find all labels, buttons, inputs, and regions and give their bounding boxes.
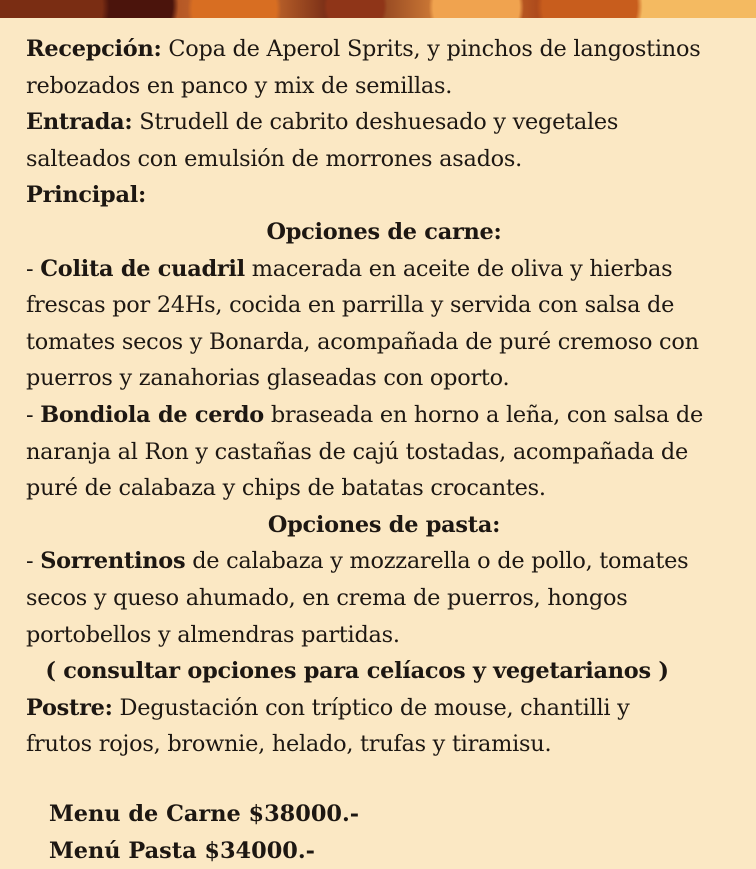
reception-description-1: Copa de Aperol Sprits, y pinchos de langostinos xyxy=(161,36,701,62)
pasta-options-heading: Opciones de pasta: xyxy=(267,511,501,538)
colita-line-1 xyxy=(26,251,742,288)
entrance-line-1 xyxy=(26,104,742,141)
menu-content xyxy=(26,31,742,763)
sorrentinos-description-1: de calabaza y mozzarella o de pollo, tomates xyxy=(185,548,689,575)
meat-options-heading: Opciones de carne: xyxy=(266,218,502,245)
colita-description-1: macerada en aceite de oliva y hierbas xyxy=(244,255,673,282)
sorrentinos-line-2: secos y queso ahumado, en crema de puerros, hongos xyxy=(26,584,628,611)
bondiola-line-2: naranja al Ron y castañas de cajú tostadas, acompañada de xyxy=(26,438,689,465)
decorative-top-banner xyxy=(0,0,756,18)
colita-line-2: frescas por 24Hs, cocida en parrilla y servida con salsa de xyxy=(26,292,675,319)
bondiola-name: Bondiola de cerdo xyxy=(40,401,264,428)
entrance-description-1: Strudell de cabrito deshuesado y vegetales xyxy=(132,109,619,136)
pasta-menu-price: Menú Pasta $34000.- xyxy=(49,837,315,864)
dessert-label: Postre: xyxy=(26,694,113,721)
bondiola-description-1: braseada en horno a leña, con salsa de xyxy=(263,401,703,428)
dietary-options-note: ( consultar opciones para celíacos y vegetarianos ) xyxy=(45,658,669,685)
sorrentinos-prefix: - xyxy=(26,548,41,575)
bondiola-prefix: - xyxy=(26,401,41,428)
sorrentinos-line-3: portobellos y almendras partidas. xyxy=(26,621,400,648)
bondiola-line-3: puré de calabaza y chips de batatas crocantes. xyxy=(26,475,546,502)
sorrentinos-name: Sorrentinos xyxy=(40,548,186,575)
bondiola-line-1 xyxy=(26,397,742,434)
meat-menu-price: Menu de Carne $38000.- xyxy=(49,801,360,827)
colita-line-3: tomates secos y Bonarda, acompañada de puré cremoso con xyxy=(26,328,699,355)
colita-prefix: - xyxy=(26,255,41,282)
reception-line-1 xyxy=(26,31,742,68)
reception-label: Recepción: xyxy=(26,36,162,62)
main-course-label: Principal: xyxy=(26,182,146,209)
entrance-label: Entrada: xyxy=(26,109,133,136)
dessert-line-2: frutos rojos, brownie, helado, trufas y tiramisu. xyxy=(26,731,552,758)
colita-name: Colita de cuadril xyxy=(40,255,245,282)
colita-line-4: puerros y zanahorias glaseadas con oporto. xyxy=(26,365,510,392)
reception-line-2: rebozados en panco y mix de semillas. xyxy=(26,72,453,99)
entrance-line-2: salteados con emulsión de morrones asados. xyxy=(26,145,523,172)
sorrentinos-line-1 xyxy=(26,543,742,580)
menu-prices xyxy=(49,796,359,869)
dessert-description-1: Degustación con tríptico de mouse, chantilli y xyxy=(112,694,630,721)
dessert-line-1 xyxy=(26,690,742,727)
